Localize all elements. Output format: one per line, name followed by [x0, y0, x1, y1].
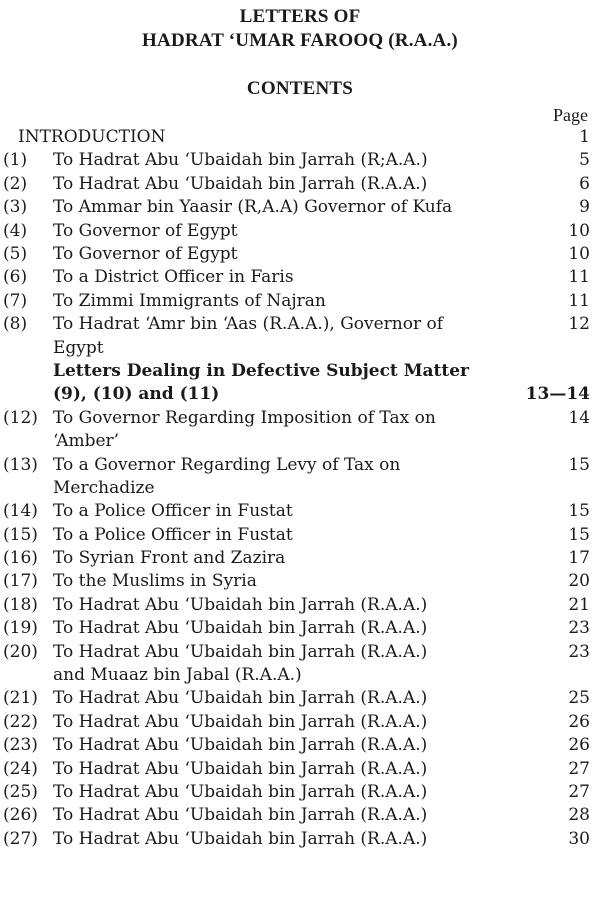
toc-entry-text: To Hadrat Abu ‘Ubaidah bin Jarrah (R.A.A.) [53, 711, 428, 732]
toc-entry-number: (2) [3, 173, 28, 194]
toc-entry [0, 804, 600, 827]
toc-entry-text: To Governor of Egypt [53, 220, 238, 241]
toc-entry-page: 15 [568, 524, 590, 545]
toc-entry [0, 243, 600, 266]
title-line-2: HADRAT ‘UMAR FAROOQ (R.A.A.) [142, 30, 458, 51]
toc-entry-text-line-2: (9), (10) and (11) [53, 384, 220, 405]
toc-entry-text: To Hadrat Abu ‘Ubaidah bin Jarrah (R.A.A.) [53, 805, 428, 826]
toc-entry-number: (20) [3, 641, 38, 662]
toc-entry-page: 27 [568, 782, 590, 803]
toc-entry-text-line-1: Letters Dealing in Defective Subject Matter [53, 360, 470, 381]
toc-entry [0, 711, 600, 734]
toc-entry-text [53, 454, 400, 501]
table-of-contents [0, 126, 600, 851]
toc-entry-text: To Ammar bin Yaasir (R,A.A) Governor of Kufa [53, 197, 453, 218]
toc-entry-number: (3) [3, 197, 28, 218]
toc-entry-page: 30 [568, 828, 590, 849]
contents-heading: CONTENTS [246, 78, 354, 99]
toc-entry-number: (13) [3, 454, 38, 475]
toc-entry-text-line-2: Egypt [53, 337, 104, 358]
toc-entry-page: 11 [568, 267, 590, 288]
toc-entry-text-line-1: To a Governor Regarding Levy of Tax on [53, 454, 401, 475]
toc-entry-page: 9 [579, 197, 590, 218]
toc-entry-number: (24) [3, 758, 38, 779]
toc-entry-number: (8) [3, 314, 28, 335]
toc-entry-page: 10 [568, 243, 590, 264]
toc-entry-number: (18) [3, 594, 38, 615]
toc-entry-number: (12) [3, 407, 38, 428]
toc-entry-text-line-2: and Muaaz bin Jabal (R.A.A.) [53, 665, 302, 686]
toc-entry-text: To a Police Officer in Fustat [53, 524, 293, 545]
toc-entry-page: 5 [579, 150, 590, 171]
toc-entry-page: 15 [568, 501, 590, 522]
toc-entry-text: To Hadrat Abu ‘Ubaidah bin Jarrah (R.A.A.) [53, 758, 428, 779]
toc-entry-number: (6) [3, 267, 28, 288]
title-line-1: LETTERS OF [239, 6, 361, 27]
toc-entry-number: (17) [3, 571, 38, 592]
toc-entry [0, 524, 600, 547]
toc-entry [0, 173, 600, 196]
toc-entry [0, 641, 600, 688]
toc-entry-number: (1) [3, 150, 28, 171]
toc-entry-text: To Hadrat Abu ‘Ubaidah bin Jarrah (R.A.A.) [53, 828, 428, 849]
toc-entry-text [53, 313, 443, 360]
toc-entry-text-line-2: Merchadize [53, 477, 155, 498]
toc-entry-page: 13—14 [525, 384, 590, 405]
toc-entry-defective-letters [0, 360, 600, 407]
toc-entry-text: To Hadrat Abu ‘Ubaidah bin Jarrah (R.A.A.) [53, 618, 428, 639]
toc-entry-text: To Hadrat Abu ‘Ubaidah bin Jarrah (R.A.A.) [53, 688, 428, 709]
toc-entry-number: (16) [3, 548, 38, 569]
toc-entry-page: 25 [568, 688, 590, 709]
toc-entry-page: 23 [568, 618, 590, 639]
toc-entry [0, 266, 600, 289]
toc-entry [0, 313, 600, 360]
toc-entry [0, 758, 600, 781]
toc-entry-text [53, 641, 427, 688]
toc-entry-text: To Hadrat Abu ‘Ubaidah bin Jarrah (R;A.A.) [53, 150, 428, 171]
toc-entry-page: 1 [579, 127, 590, 147]
toc-entry-page: 14 [568, 407, 590, 428]
toc-entry-text: To Governor of Egypt [53, 243, 238, 264]
toc-entry-text: To Zimmi Immigrants of Najran [53, 290, 326, 311]
toc-entry-text [53, 407, 436, 454]
toc-entry [0, 220, 600, 243]
toc-entry-number: (19) [3, 618, 38, 639]
toc-entry [0, 500, 600, 523]
page-column-label: Page [553, 105, 588, 125]
toc-entry-number: (25) [3, 782, 38, 803]
toc-entry-text: To Hadrat Abu ‘Ubaidah bin Jarrah (R.A.A.) [53, 594, 428, 615]
toc-entry-number: (4) [3, 220, 28, 241]
toc-entry-page: 21 [568, 594, 590, 615]
toc-entry [0, 570, 600, 593]
toc-entry-page: 26 [568, 711, 590, 732]
toc-entry-text: INTRODUCTION [18, 127, 166, 147]
toc-entry-text: To Hadrat Abu ‘Ubaidah bin Jarrah (R.A.A.) [53, 735, 428, 756]
toc-entry-text: To Hadrat Abu ‘Ubaidah bin Jarrah (R.A.A.) [53, 173, 428, 194]
toc-entry-page: 11 [568, 290, 590, 311]
toc-entry [0, 149, 600, 172]
toc-entry-number: (21) [3, 688, 38, 709]
toc-entry [0, 687, 600, 710]
toc-entry-page: 26 [568, 735, 590, 756]
toc-entry-page: 12 [568, 314, 590, 335]
toc-entry-number: (15) [3, 524, 38, 545]
toc-entry-introduction [0, 126, 600, 149]
toc-entry-number: (27) [3, 828, 38, 849]
toc-entry-number: (26) [3, 805, 38, 826]
toc-entry-page: 6 [579, 173, 590, 194]
toc-entry [0, 196, 600, 219]
toc-entry-text: To a District Officer in Faris [53, 267, 294, 288]
toc-entry-text-line-2: ‘Amber’ [53, 431, 120, 452]
toc-entry-number: (23) [3, 735, 38, 756]
toc-entry-number: (5) [3, 243, 28, 264]
toc-entry-text [53, 360, 469, 407]
toc-entry-page: 28 [568, 805, 590, 826]
toc-entry [0, 547, 600, 570]
toc-entry-page: 15 [568, 454, 590, 475]
toc-entry [0, 828, 600, 851]
toc-entry [0, 290, 600, 313]
toc-entry-page: 23 [568, 641, 590, 662]
toc-entry-text-line-1: To Governor Regarding Imposition of Tax on [53, 407, 436, 428]
toc-entry-number: (14) [3, 501, 38, 522]
toc-entry-number: (22) [3, 711, 38, 732]
toc-entry-page: 20 [568, 571, 590, 592]
toc-entry [0, 781, 600, 804]
toc-entry-page: 27 [568, 758, 590, 779]
toc-entry [0, 734, 600, 757]
toc-entry [0, 594, 600, 617]
toc-entry-text: To the Muslims in Syria [53, 571, 257, 592]
toc-entry [0, 454, 600, 501]
toc-entry-text: To Hadrat Abu ‘Ubaidah bin Jarrah (R.A.A.) [53, 782, 428, 803]
toc-entry-text-line-1: To Hadrat ‘Amr bin ‘Aas (R.A.A.), Governor of [53, 314, 444, 335]
toc-entry-number: (7) [3, 290, 28, 311]
toc-entry-page: 10 [568, 220, 590, 241]
toc-entry [0, 407, 600, 454]
toc-entry-page: 17 [568, 548, 590, 569]
toc-entry-text: To a Police Officer in Fustat [53, 501, 293, 522]
toc-entry [0, 617, 600, 640]
toc-entry-text: To Syrian Front and Zazira [53, 548, 286, 569]
toc-entry-text-line-1: To Hadrat Abu ‘Ubaidah bin Jarrah (R.A.A.) [53, 641, 428, 662]
